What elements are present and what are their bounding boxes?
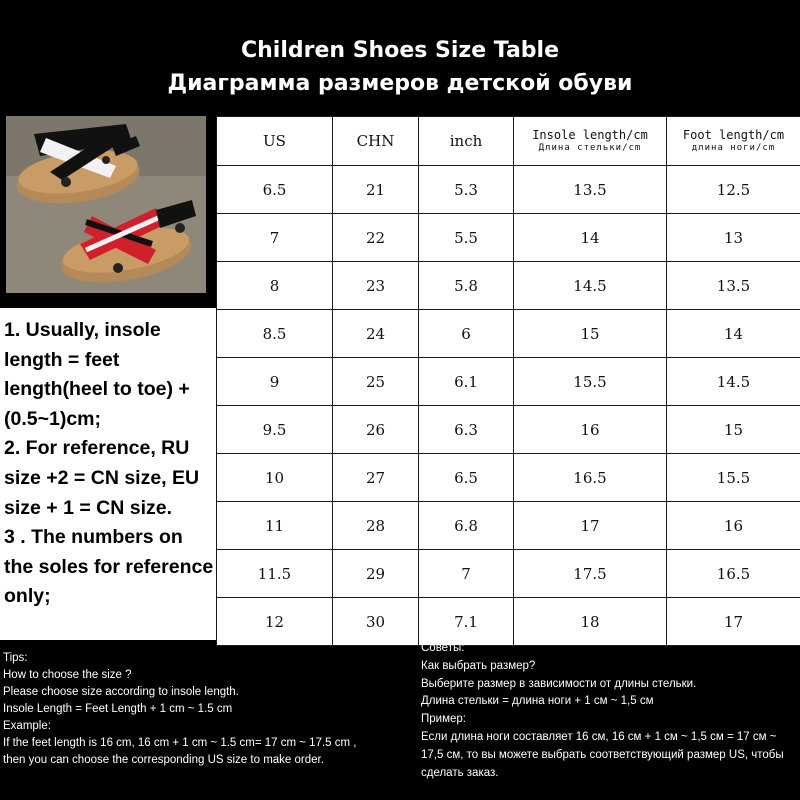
- size-table: [216, 116, 800, 646]
- header-foot-en: Foot length/cm: [682, 128, 785, 142]
- tips-english: [3, 650, 413, 769]
- table-row: [217, 454, 800, 502]
- cell-insole: 14: [514, 214, 667, 262]
- cell-foot: 13.5: [667, 262, 800, 310]
- cell-chn: 23: [333, 262, 419, 310]
- cell-us: 7: [217, 214, 333, 262]
- cell-chn: 22: [333, 214, 419, 262]
- cell-us: 6.5: [217, 166, 333, 214]
- tips-line-ru: Длина стельки = длина ноги + 1 см ~ 1,5 см: [421, 695, 654, 708]
- cell-us: 11.5: [217, 550, 333, 598]
- tips-line-ru: Выберите размер в зависимости от длины стельки.: [421, 677, 697, 690]
- cell-foot: 14: [667, 310, 800, 358]
- cell-chn: 28: [333, 502, 419, 550]
- cell-inch: 5.5: [419, 214, 514, 262]
- table-header-row: [217, 117, 800, 166]
- cell-chn: 30: [333, 598, 419, 646]
- table-row: [217, 262, 800, 310]
- tips-heading: Tips:: [3, 652, 28, 664]
- cell-inch: 7: [419, 550, 514, 598]
- header-inch: inch: [419, 117, 514, 166]
- note-insole-rule: 1. Usually, insole length = feet length(heel to toe) + (0.5~1)cm;: [4, 319, 190, 430]
- tips-heading-ru: Советы:: [421, 642, 465, 654]
- header-foot-ru: длина ноги/cm: [691, 143, 776, 153]
- table-row: [217, 598, 800, 646]
- cell-insole: 16: [514, 406, 667, 454]
- cell-us: 11: [217, 502, 333, 550]
- cell-inch: 6.3: [419, 406, 514, 454]
- cell-chn: 27: [333, 454, 419, 502]
- header-us: US: [217, 117, 333, 166]
- header-chn: CHN: [333, 117, 419, 166]
- cell-inch: 6: [419, 310, 514, 358]
- notes-list: [4, 316, 216, 612]
- table-row: [217, 214, 800, 262]
- tips-line-ru: Если длина ноги составляет 16 см, 16 см + 1 см ~ 1,5 см = 17 см ~ 17,5 см, то вы можете выбрать соответствующий размер US, чтобы сделать заказ.: [421, 730, 784, 779]
- tips-line: Example:: [3, 720, 51, 732]
- cell-us: 9: [217, 358, 333, 406]
- tips-line: then you can choose the corresponding US size to make order.: [3, 754, 324, 766]
- cell-insole: 15: [514, 310, 667, 358]
- tips-line: How to choose the size ?: [3, 669, 132, 681]
- cell-insole: 17.5: [514, 550, 667, 598]
- cell-foot: 13: [667, 214, 800, 262]
- cell-foot: 15: [667, 406, 800, 454]
- cell-foot: 17: [667, 598, 800, 646]
- cell-insole: 13.5: [514, 166, 667, 214]
- cell-insole: 16.5: [514, 454, 667, 502]
- cell-chn: 25: [333, 358, 419, 406]
- header-insole-en: Insole length/cm: [532, 128, 648, 142]
- cell-insole: 15.5: [514, 358, 667, 406]
- header: [0, 0, 800, 110]
- cell-inch: 6.8: [419, 502, 514, 550]
- page-title-en: Children Shoes Size Table: [240, 38, 560, 63]
- cell-insole: 18: [514, 598, 667, 646]
- table-row: [217, 166, 800, 214]
- cell-foot: 12.5: [667, 166, 800, 214]
- table-row: [217, 310, 800, 358]
- sandals-photo: [6, 116, 206, 293]
- cell-us: 12: [217, 598, 333, 646]
- table-row: [217, 406, 800, 454]
- cell-inch: 6.5: [419, 454, 514, 502]
- tips-line-ru: Пример:: [421, 713, 466, 726]
- cell-us: 8.5: [217, 310, 333, 358]
- table-row: [217, 550, 800, 598]
- tips-line-ru: Как выбрать размер?: [421, 659, 536, 672]
- cell-us: 9.5: [217, 406, 333, 454]
- cell-inch: 7.1: [419, 598, 514, 646]
- cell-foot: 16.5: [667, 550, 800, 598]
- cell-chn: 21: [333, 166, 419, 214]
- tips-line: Please choose size according to insole length.: [3, 686, 239, 698]
- cell-insole: 17: [514, 502, 667, 550]
- note-sole-numbers: 3 . The numbers on the soles for reference only;: [4, 526, 214, 608]
- tips-line: If the feet length is 16 cm, 16 cm + 1 cm ~ 1.5 cm= 17 cm ~ 17.5 cm ,: [3, 737, 357, 749]
- cell-inch: 6.1: [419, 358, 514, 406]
- header-foot: [667, 117, 800, 166]
- table-row: [217, 502, 800, 550]
- tips-russian: [421, 640, 799, 782]
- page-title-ru: Диаграмма размеров детской обуви: [167, 71, 633, 96]
- cell-insole: 14.5: [514, 262, 667, 310]
- sandals-icon: [6, 116, 206, 293]
- cell-us: 10: [217, 454, 333, 502]
- cell-us: 8: [217, 262, 333, 310]
- cell-foot: 16: [667, 502, 800, 550]
- cell-chn: 24: [333, 310, 419, 358]
- cell-foot: 15.5: [667, 454, 800, 502]
- tips-line: Insole Length = Feet Length + 1 cm ~ 1.5 cm: [3, 703, 233, 715]
- note-size-conversion: 2. For reference, RU size +2 = CN size, EU size + 1 = CN size.: [4, 437, 200, 519]
- cell-foot: 14.5: [667, 358, 800, 406]
- header-insole-ru: Длина стельки/cm: [538, 143, 642, 153]
- header-insole: [514, 117, 667, 166]
- notes-panel: [0, 308, 216, 640]
- cell-inch: 5.8: [419, 262, 514, 310]
- table-row: [217, 358, 800, 406]
- cell-chn: 26: [333, 406, 419, 454]
- cell-inch: 5.3: [419, 166, 514, 214]
- cell-chn: 29: [333, 550, 419, 598]
